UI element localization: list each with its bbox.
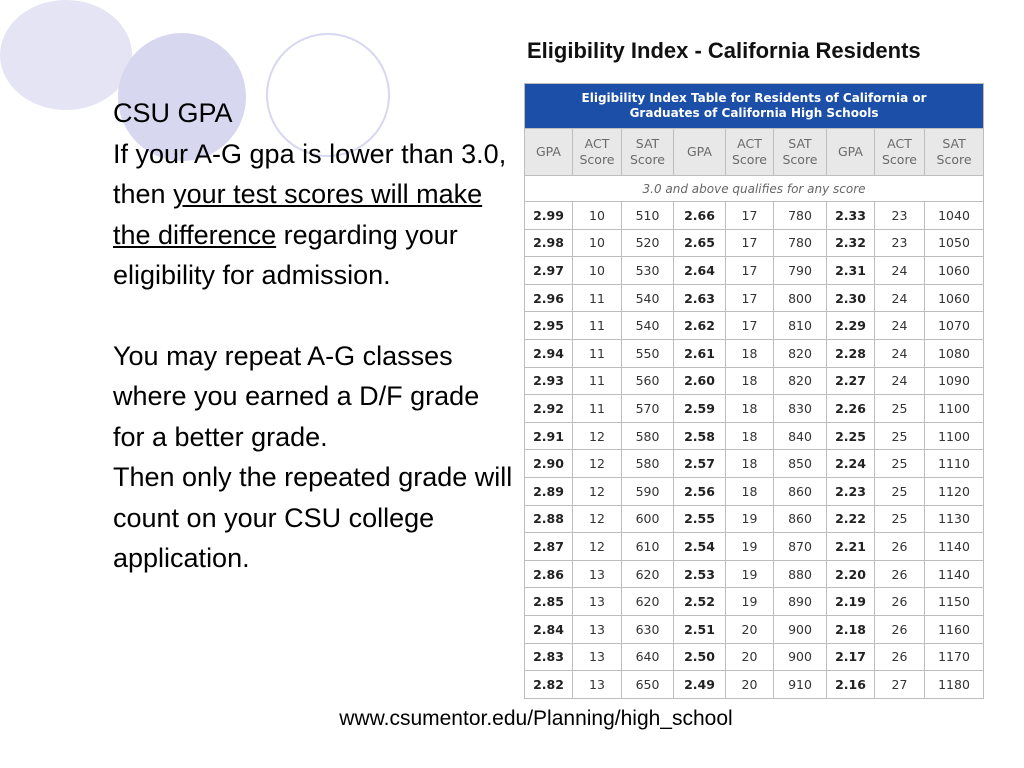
gpa-cell: 2.90 [525,450,573,478]
table-row [525,643,984,671]
sat-cell: 640 [622,643,674,671]
table-row [525,422,984,450]
table-row [525,284,984,312]
eligibility-table-image [524,83,983,699]
act-cell: 19 [726,588,774,616]
gpa-cell: 2.22 [827,505,875,533]
act-cell: 24 [875,257,925,285]
act-cell: 11 [573,339,622,367]
paragraph-gpa-lower [113,134,513,296]
gpa-cell: 2.57 [674,450,726,478]
gpa-cell: 2.31 [827,257,875,285]
sat-cell: 1160 [925,615,984,643]
gpa-cell: 2.25 [827,422,875,450]
act-cell: 12 [573,477,622,505]
sat-cell: 1060 [925,257,984,285]
sat-cell: 620 [622,560,674,588]
act-cell: 17 [726,312,774,340]
table-row [525,202,984,230]
act-cell: 20 [726,643,774,671]
table-row [525,395,984,423]
sat-cell: 820 [774,367,827,395]
gpa-cell: 2.18 [827,615,875,643]
column-header: GPA [827,129,875,176]
act-cell: 18 [726,339,774,367]
column-header: SAT Score [622,129,674,176]
table-row [525,671,984,699]
act-cell: 27 [875,671,925,699]
act-cell: 25 [875,477,925,505]
gpa-cell: 2.58 [674,422,726,450]
gpa-cell: 2.99 [525,202,573,230]
act-cell: 20 [726,615,774,643]
act-cell: 26 [875,560,925,588]
sat-cell: 530 [622,257,674,285]
sat-cell: 1180 [925,671,984,699]
gpa-cell: 2.27 [827,367,875,395]
table-row [525,560,984,588]
gpa-cell: 2.54 [674,533,726,561]
sat-cell: 870 [774,533,827,561]
act-cell: 24 [875,284,925,312]
column-header: ACT Score [726,129,774,176]
gpa-cell: 2.59 [674,395,726,423]
table-row [525,615,984,643]
gpa-cell: 2.26 [827,395,875,423]
act-cell: 26 [875,588,925,616]
table-header-row [525,129,984,176]
gpa-cell: 2.23 [827,477,875,505]
act-cell: 23 [875,202,925,230]
paragraph-text: regarding your eligibility for admission. [113,219,458,290]
sat-cell: 550 [622,339,674,367]
gpa-cell: 2.16 [827,671,875,699]
gpa-cell: 2.63 [674,284,726,312]
source-url-text: www.csumentor.edu/Planning/high_school [339,707,733,730]
sat-cell: 1140 [925,560,984,588]
gpa-cell: 2.83 [525,643,573,671]
table-row [525,533,984,561]
gpa-cell: 2.49 [674,671,726,699]
gpa-cell: 2.86 [525,560,573,588]
column-header: SAT Score [774,129,827,176]
sat-cell: 840 [774,422,827,450]
act-cell: 11 [573,284,622,312]
act-cell: 26 [875,615,925,643]
gpa-cell: 2.52 [674,588,726,616]
sat-cell: 1060 [925,284,984,312]
paragraph-repeat-classes: You may repeat A-G classes where you earned a D/F grade for a better grade. [113,340,480,452]
sat-cell: 540 [622,284,674,312]
sat-cell: 1130 [925,505,984,533]
paragraph-text: If your A-G gpa is lower than 3.0, then [113,138,507,209]
act-cell: 12 [573,505,622,533]
act-cell: 18 [726,422,774,450]
table-row [525,450,984,478]
act-cell: 24 [875,312,925,340]
sat-cell: 580 [622,422,674,450]
sat-cell: 1070 [925,312,984,340]
table-row [525,229,984,257]
act-cell: 13 [573,560,622,588]
sat-cell: 900 [774,615,827,643]
sat-cell: 510 [622,202,674,230]
act-cell: 19 [726,560,774,588]
gpa-cell: 2.33 [827,202,875,230]
body-text [113,93,513,579]
underlined-emphasis: your test scores will make the difference [113,179,483,250]
table-banner [525,84,984,129]
act-cell: 13 [573,643,622,671]
act-cell: 24 [875,367,925,395]
sat-cell: 810 [774,312,827,340]
act-cell: 12 [573,533,622,561]
act-cell: 25 [875,505,925,533]
sat-cell: 1080 [925,339,984,367]
act-cell: 11 [573,312,622,340]
act-cell: 11 [573,395,622,423]
column-header: ACT Score [573,129,622,176]
sat-cell: 540 [622,312,674,340]
table-row [525,367,984,395]
act-cell: 10 [573,202,622,230]
act-cell: 11 [573,367,622,395]
gpa-cell: 2.51 [674,615,726,643]
sat-cell: 520 [622,229,674,257]
column-header: ACT Score [875,129,925,176]
act-cell: 18 [726,450,774,478]
sat-cell: 780 [774,202,827,230]
sat-cell: 580 [622,450,674,478]
sat-cell: 780 [774,229,827,257]
gpa-cell: 2.88 [525,505,573,533]
gpa-cell: 2.29 [827,312,875,340]
column-header: SAT Score [925,129,984,176]
act-cell: 10 [573,229,622,257]
gpa-cell: 2.82 [525,671,573,699]
gpa-cell: 2.28 [827,339,875,367]
gpa-cell: 2.87 [525,533,573,561]
table-note: 3.0 and above qualifies for any score [525,176,984,202]
sat-cell: 890 [774,588,827,616]
sat-cell: 850 [774,450,827,478]
act-cell: 26 [875,533,925,561]
gpa-cell: 2.93 [525,367,573,395]
act-cell: 13 [573,671,622,699]
paragraph-repeated-grade: Then only the repeated grade will count on your CSU college application. [113,462,513,573]
gpa-cell: 2.21 [827,533,875,561]
gpa-cell: 2.62 [674,312,726,340]
act-cell: 23 [875,229,925,257]
source-url [0,707,1024,731]
sat-cell: 860 [774,477,827,505]
table-row [525,339,984,367]
sat-cell: 1110 [925,450,984,478]
act-cell: 13 [573,615,622,643]
sat-cell: 790 [774,257,827,285]
column-header: GPA [525,129,573,176]
sat-cell: 1100 [925,395,984,423]
act-cell: 12 [573,450,622,478]
gpa-cell: 2.55 [674,505,726,533]
table-row [525,588,984,616]
act-cell: 17 [726,202,774,230]
column-header: GPA [674,129,726,176]
act-cell: 25 [875,450,925,478]
gpa-cell: 2.97 [525,257,573,285]
gpa-cell: 2.19 [827,588,875,616]
heading-csu-gpa: CSU GPA [113,98,233,128]
banner-line-1: Eligibility Index Table for Residents of California or [581,91,927,105]
sat-cell: 1120 [925,477,984,505]
act-cell: 18 [726,367,774,395]
sat-cell: 860 [774,505,827,533]
sat-cell: 910 [774,671,827,699]
gpa-cell: 2.60 [674,367,726,395]
sat-cell: 1170 [925,643,984,671]
act-cell: 20 [726,671,774,699]
gpa-cell: 2.89 [525,477,573,505]
act-cell: 18 [726,477,774,505]
table-row [525,477,984,505]
table-row [525,312,984,340]
gpa-cell: 2.91 [525,422,573,450]
act-cell: 24 [875,339,925,367]
act-cell: 18 [726,395,774,423]
act-cell: 25 [875,395,925,423]
gpa-cell: 2.66 [674,202,726,230]
act-cell: 13 [573,588,622,616]
act-cell: 17 [726,229,774,257]
sat-cell: 610 [622,533,674,561]
eligibility-index-table [524,83,984,699]
sat-cell: 1090 [925,367,984,395]
act-cell: 10 [573,257,622,285]
banner-line-2: Graduates of California High Schools [629,106,879,120]
gpa-cell: 2.64 [674,257,726,285]
table-row [525,257,984,285]
sat-cell: 1140 [925,533,984,561]
act-cell: 17 [726,257,774,285]
sat-cell: 560 [622,367,674,395]
gpa-cell: 2.95 [525,312,573,340]
sat-cell: 590 [622,477,674,505]
sat-cell: 880 [774,560,827,588]
gpa-cell: 2.65 [674,229,726,257]
act-cell: 25 [875,422,925,450]
sat-cell: 830 [774,395,827,423]
gpa-cell: 2.96 [525,284,573,312]
gpa-cell: 2.17 [827,643,875,671]
sat-cell: 630 [622,615,674,643]
gpa-cell: 2.92 [525,395,573,423]
sat-cell: 1150 [925,588,984,616]
sat-cell: 1050 [925,229,984,257]
gpa-cell: 2.61 [674,339,726,367]
sat-cell: 570 [622,395,674,423]
sat-cell: 650 [622,671,674,699]
table-row [525,505,984,533]
sat-cell: 600 [622,505,674,533]
act-cell: 26 [875,643,925,671]
gpa-cell: 2.85 [525,588,573,616]
act-cell: 17 [726,284,774,312]
sat-cell: 1100 [925,422,984,450]
gpa-cell: 2.84 [525,615,573,643]
act-cell: 12 [573,422,622,450]
sat-cell: 820 [774,339,827,367]
sat-cell: 800 [774,284,827,312]
gpa-cell: 2.20 [827,560,875,588]
gpa-cell: 2.94 [525,339,573,367]
gpa-cell: 2.50 [674,643,726,671]
gpa-cell: 2.30 [827,284,875,312]
table-image-title: Eligibility Index - California Residents [527,38,921,63]
gpa-cell: 2.32 [827,229,875,257]
sat-cell: 900 [774,643,827,671]
gpa-cell: 2.56 [674,477,726,505]
sat-cell: 1040 [925,202,984,230]
act-cell: 19 [726,533,774,561]
gpa-cell: 2.98 [525,229,573,257]
gpa-cell: 2.53 [674,560,726,588]
sat-cell: 620 [622,588,674,616]
act-cell: 19 [726,505,774,533]
gpa-cell: 2.24 [827,450,875,478]
